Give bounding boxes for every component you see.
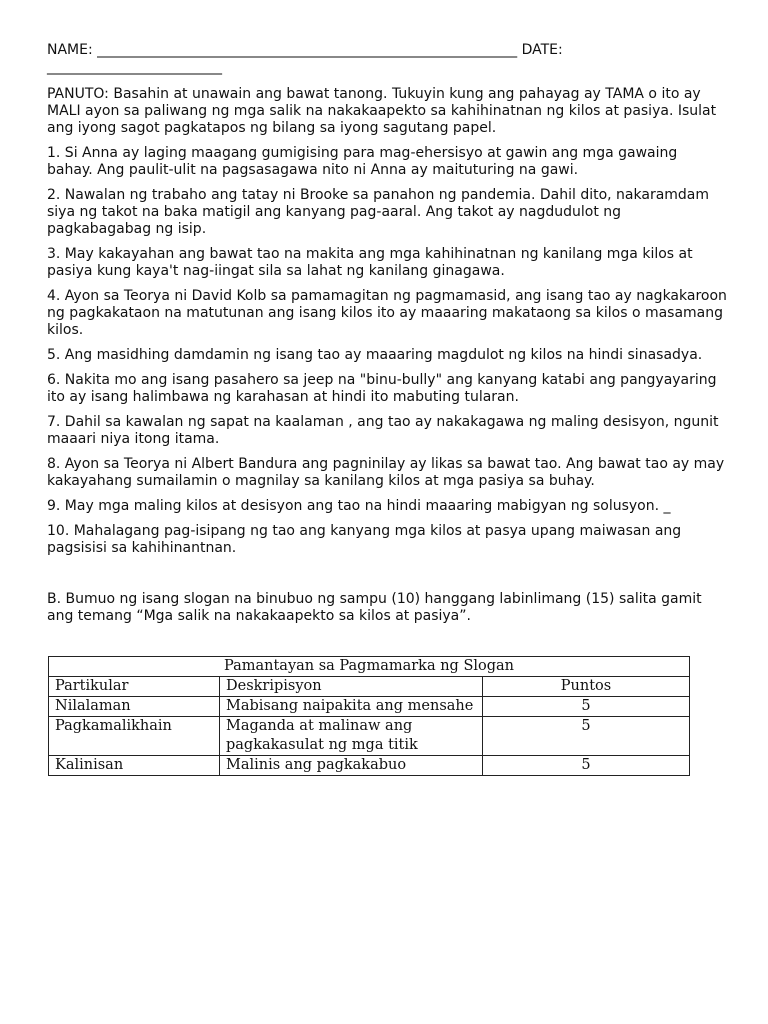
question-item-1: 1. Si Anna ay laging maagang gumigising para mag-ehersisyo at gawin ang mga gawaing bahay. Ang paulit-ulit na pagsasagawa nito ni Anna ay maituturing na gawi. [47, 145, 678, 178]
rubric-cell-points: 5 [483, 717, 690, 756]
rubric-header-deskripisyon: Deskripisyon [220, 677, 483, 697]
table-row [49, 697, 690, 717]
rubric-header-partikular: Partikular [49, 677, 220, 697]
rubric-cell-criterion: Nilalaman [49, 697, 220, 717]
question-item-4: 4. Ayon sa Teorya ni David Kolb sa pamamagitan ng pagmamasid, ang isang tao ay nagkakaroon ng pagkakataon na matutunan ang isang kilos ito ay maaaring makataong sa kilos o masamang kilos. [47, 288, 727, 338]
rubric-title: Pamantayan sa Pagmamarka ng Slogan [49, 657, 690, 677]
rubric-cell-description: Mabisang naipakita ang mensahe [220, 697, 483, 717]
question-item-3: 3. May kakayahan ang bawat tao na makita ang mga kahihinatnan ng kanilang mga kilos at pasiya kung kaya't nag-iingat sila sa lahat ng kanilang ginagawa. [47, 246, 693, 279]
question-item-6: 6. Nakita mo ang isang pasahero sa jeep na "binu-bully" ang kanyang katabi ang pangyayaring ito ay isang halimbawa ng karahasan at hindi ito mabuting tularan. [47, 372, 717, 405]
table-row [49, 717, 690, 756]
instructions-text: PANUTO: Basahin at unawain ang bawat tanong. Tukuyin kung ang pahayag ay TAMA o ito ay MALI ayon sa paliwang ng mga salik na nakakaapekto sa kahihinatnan ng kilos at pasiya. Isulat ang iyong sagot pagkatapos ng bilang sa iyong sagutang papel. [47, 86, 717, 136]
question-item-2: 2. Nawalan ng trabaho ang tatay ni Brooke sa panahon ng pandemia. Dahil dito, nakaramdam siya ng takot na baka matigil ang kanyang pag-aaral. Ang takot ay nagdudulot ng pagkabagabag ng isip. [47, 187, 710, 237]
name-date-line: NAME: ____________________________________________________________ DATE: [47, 42, 563, 58]
question-item-5: 5. Ang masidhing damdamin ng isang tao ay maaaring magdulot ng kilos na hindi sinasadya. [47, 347, 703, 363]
part-b-instructions: B. Bumuo ng isang slogan na binubuo ng sampu (10) hanggang labinlimang (15) salita gamit ang temang “Mga salik na nakakaapekto sa kilos at pasiya”. [47, 591, 702, 624]
question-item-9: 9. May mga maling kilos at desisyon ang tao na hindi maaaring mabigyan ng solusyon. _ [47, 498, 671, 514]
rubric-cell-description: Maganda at malinaw ang pagkakasulat ng mga titik [220, 717, 483, 756]
rubric-header-puntos: Puntos [483, 677, 690, 697]
rubric-cell-points: 5 [483, 756, 690, 776]
rubric-cell-description: Malinis ang pagkakabuo [220, 756, 483, 776]
table-row [49, 756, 690, 776]
rubric-cell-points: 5 [483, 697, 690, 717]
rubric-cell-criterion: Pagkamalikhain [49, 717, 220, 756]
question-item-8: 8. Ayon sa Teorya ni Albert Bandura ang pagninilay ay likas sa bawat tao. Ang bawat tao ay may kakayahang sumailamin o magnilay sa kanilang kilos at mga pasiya sa buhay. [47, 456, 725, 489]
worksheet-page [47, 42, 727, 625]
question-item-7: 7. Dahil sa kawalan ng sapat na kaalaman , ang tao ay nakakagawa ng maling desisyon, ngunit maaari niya itong itama. [47, 414, 719, 447]
question-item-10: 10. Mahalagang pag-isipang ng tao ang kanyang mga kilos at pasya upang maiwasan ang pagsisisi sa kahihinantnan. [47, 523, 682, 556]
rubric-cell-criterion: Kalinisan [49, 756, 220, 776]
date-blank-line: _________________________ [47, 59, 222, 75]
slogan-rubric-table [48, 656, 690, 776]
